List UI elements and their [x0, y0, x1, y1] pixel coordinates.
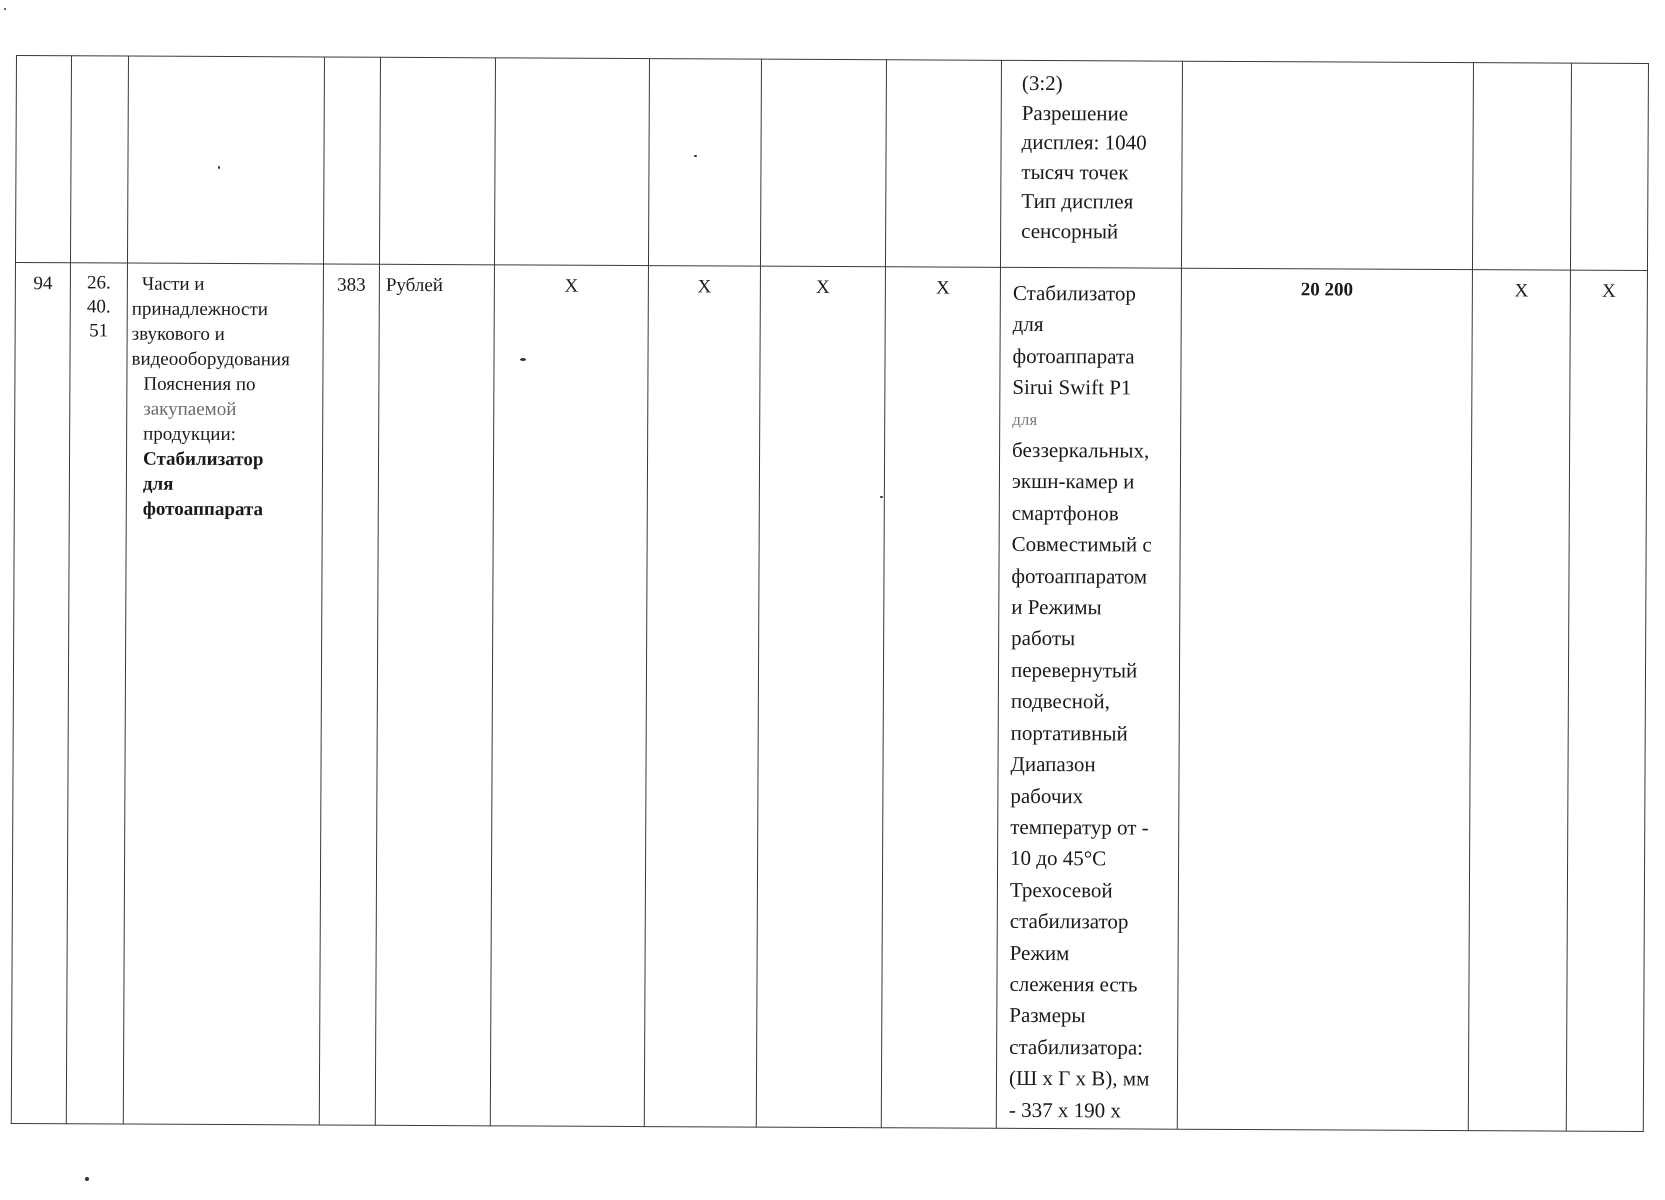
- description-line: и Режимы: [1011, 594, 1102, 620]
- scan-speck: [4, 8, 6, 10]
- description-line: для: [1012, 409, 1038, 429]
- description-line: экшн-камер и: [1011, 469, 1135, 494]
- scan-speck: [218, 166, 220, 169]
- okei-code: 383: [319, 264, 379, 1125]
- description-line: беззеркальных,: [1012, 437, 1150, 463]
- x-mark: X: [644, 266, 760, 1128]
- cell-empty: [760, 59, 886, 267]
- cell-code-empty: [70, 56, 128, 263]
- cell-unit-empty: [379, 57, 495, 265]
- description-line: дисплея: 1040: [1021, 129, 1147, 155]
- description-line: для: [1012, 312, 1044, 337]
- cell-empty: [648, 59, 761, 267]
- description-line: фотоаппаратом: [1011, 563, 1148, 589]
- code-line: 51: [89, 320, 109, 342]
- description-line: стабилизатора:: [1009, 1034, 1144, 1060]
- scan-speck: [85, 1177, 89, 1181]
- x-mark: X: [1468, 270, 1570, 1131]
- description-line: 10 до 45°C: [1010, 846, 1107, 871]
- x-mark: X: [1566, 270, 1647, 1131]
- name-line: Пояснения по: [143, 373, 256, 396]
- cell-empty: [885, 60, 1001, 268]
- name-line: Части и: [141, 273, 205, 295]
- description-line: смартфонов: [1011, 500, 1119, 526]
- description-line: Тип дисплея: [1021, 188, 1134, 214]
- cell-name-empty: [127, 56, 324, 264]
- product-description: [996, 267, 1181, 1129]
- cell-empty: [1472, 63, 1571, 270]
- okpd-code: [66, 263, 127, 1124]
- name-line: видеооборудования: [131, 348, 290, 371]
- procurement-table: [11, 55, 1649, 1132]
- row-number: 94: [11, 262, 70, 1123]
- table-row-continued: [15, 56, 1648, 271]
- description-line: - 337 х 190 х: [1008, 1097, 1121, 1122]
- description-line: (3:2): [1021, 70, 1063, 96]
- scan-speck: [520, 358, 526, 361]
- table-row-94: [11, 262, 1647, 1131]
- description-line: Совместимый с: [1011, 532, 1152, 557]
- x-mark: X: [881, 267, 1000, 1129]
- cell-description-continued: [1000, 60, 1182, 268]
- x-mark: X: [490, 265, 648, 1127]
- description-line: портативный: [1010, 720, 1128, 746]
- unit-name: Рублей: [375, 264, 494, 1126]
- description-line: работы: [1011, 626, 1076, 651]
- name-line: закупаемой: [143, 398, 237, 421]
- scan-speck: [694, 155, 697, 157]
- description-line: Трехосевой: [1009, 877, 1113, 903]
- name-line: принадлежности: [131, 298, 269, 321]
- name-line-bold: для: [142, 473, 174, 495]
- description-line: Стабилизатор: [1012, 280, 1137, 306]
- description-line: слежения есть: [1009, 971, 1138, 997]
- name-line: продукции:: [143, 423, 237, 446]
- description-line: (Ш х Г х В), мм: [1008, 1066, 1150, 1091]
- description-line: Диапазон: [1010, 751, 1096, 777]
- product-name: [123, 263, 323, 1125]
- code-line: 40.: [86, 296, 111, 318]
- description-line: фотоаппарата: [1012, 343, 1135, 369]
- cell-empty: [1570, 63, 1648, 270]
- description-line: Разрешение: [1021, 100, 1129, 125]
- cell-okei-empty: [323, 57, 380, 264]
- scan-speck: [880, 496, 883, 498]
- description-line: температур от -: [1010, 814, 1149, 840]
- cell-empty: [494, 58, 649, 266]
- code-line: 26.: [86, 272, 111, 294]
- name-line-bold: фотоаппарата: [142, 498, 264, 521]
- cell-number-empty: [15, 56, 71, 263]
- name-line-bold: Стабилизатор: [142, 448, 264, 471]
- description-line: Sirui Swift P1: [1012, 375, 1132, 400]
- description-line: стабилизатор: [1009, 908, 1129, 934]
- price-value: 20 200: [1177, 268, 1472, 1130]
- description-line: Режим: [1009, 940, 1070, 965]
- description-line: рабочих: [1010, 783, 1084, 808]
- description-line: тысяч точек: [1021, 159, 1129, 184]
- description-line: сенсорный: [1021, 218, 1119, 243]
- name-line: звукового и: [131, 323, 225, 346]
- description-line: перевернутый: [1010, 657, 1138, 683]
- description-line: подвесной,: [1010, 689, 1110, 714]
- cell-empty: [1181, 61, 1473, 269]
- description-line: Размеры: [1009, 1003, 1086, 1028]
- x-mark: X: [756, 266, 885, 1128]
